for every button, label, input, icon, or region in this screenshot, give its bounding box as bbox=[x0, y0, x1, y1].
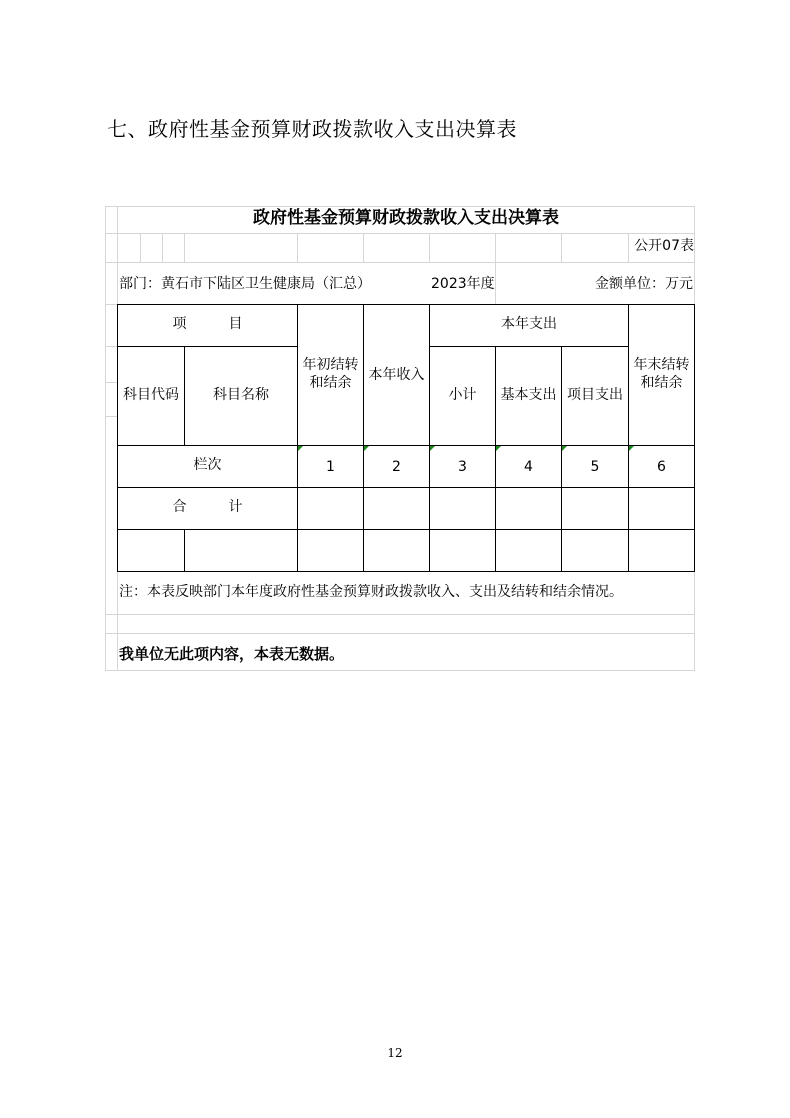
column-number: 4 bbox=[524, 459, 533, 475]
cell-corner-mark bbox=[430, 446, 435, 451]
header-income: 本年收入 bbox=[368, 367, 425, 383]
column-number: 1 bbox=[326, 459, 335, 475]
section-heading: 七、政府性基金预算财政拨款收入支出决算表 bbox=[107, 117, 517, 141]
cell-corner-mark bbox=[629, 446, 634, 451]
table-borders bbox=[117, 304, 695, 572]
fiscal-year: 2023年度 bbox=[431, 276, 495, 292]
total-label: 合 计 bbox=[172, 499, 243, 515]
header-expenditure-group: 本年支出 bbox=[501, 316, 557, 332]
header-basic-expenditure: 基本支出 bbox=[500, 387, 557, 403]
column-number: 2 bbox=[392, 459, 401, 475]
cell-corner-mark bbox=[298, 446, 303, 451]
header-project-expenditure: 项目支出 bbox=[567, 387, 623, 403]
header-item: 项 目 bbox=[172, 316, 243, 332]
header-opening-balance-line1: 年初结转 bbox=[302, 357, 359, 373]
header-subtotal: 小计 bbox=[448, 387, 477, 403]
table-title: 政府性基金预算财政拨款收入支出决算表 bbox=[253, 208, 559, 228]
table-note: 注：本表反映部门本年度政府性基金预算财政拨款收入、支出及结转和结余情况。 bbox=[119, 584, 623, 600]
header-subject-code: 科目代码 bbox=[123, 387, 179, 403]
column-number: 5 bbox=[590, 459, 600, 475]
spreadsheet-table bbox=[105, 206, 695, 671]
page-number: 12 bbox=[387, 1046, 403, 1060]
cell-corner-mark bbox=[496, 446, 501, 451]
column-number: 3 bbox=[458, 459, 467, 475]
header-closing-balance-line1: 年末结转 bbox=[633, 357, 690, 373]
form-code: 公开07表 bbox=[634, 238, 694, 254]
no-data-statement: 我单位无此项内容，本表无数据。 bbox=[119, 645, 345, 663]
cell-corner-mark bbox=[364, 446, 369, 451]
department-label: 部门：黄石市下陆区卫生健康局（汇总） bbox=[119, 276, 371, 292]
header-subject-name: 科目名称 bbox=[213, 387, 269, 403]
column-index-label: 栏次 bbox=[193, 457, 222, 473]
header-closing-balance-line2: 和结余 bbox=[640, 375, 683, 391]
cell-corner-mark bbox=[562, 446, 567, 451]
amount-unit: 金额单位：万元 bbox=[595, 276, 693, 292]
header-opening-balance-line2: 和结余 bbox=[309, 375, 352, 391]
column-number: 6 bbox=[657, 459, 666, 475]
